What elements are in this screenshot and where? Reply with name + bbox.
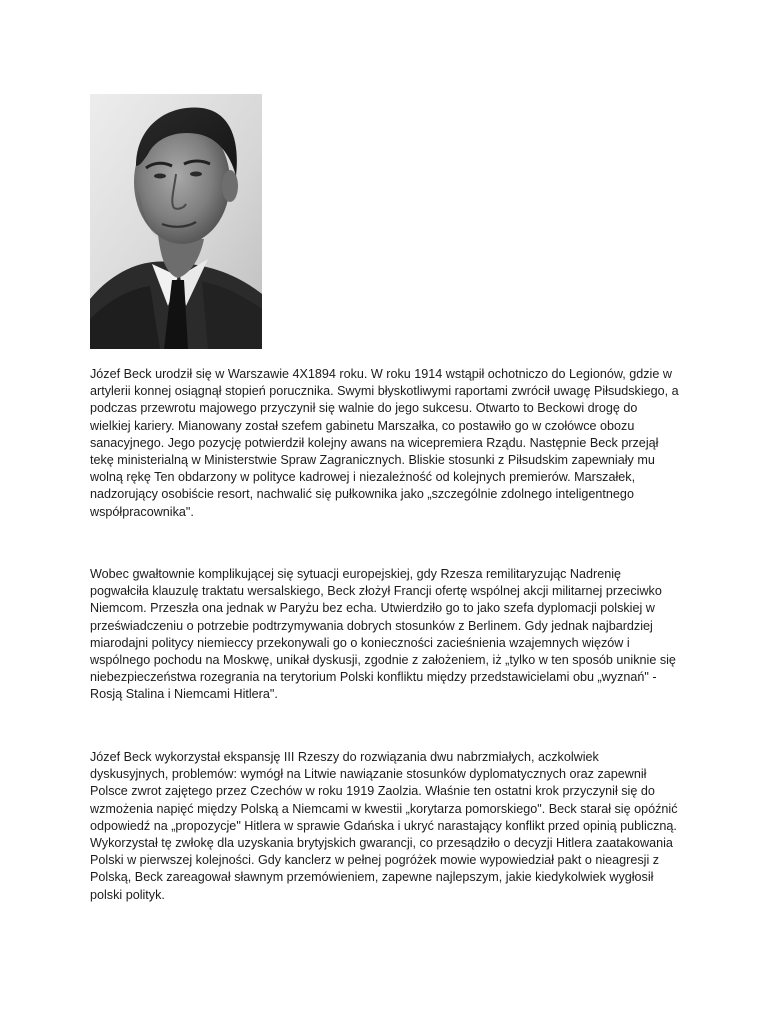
paragraph-1: Józef Beck urodził się w Warszawie 4X1894 roku. W roku 1914 wstąpił ochotniczo do Legionów, gdzie w artylerii konnej osiągnął stopień porucznika. Swymi błyskotliwymi raportami zwrócił uwagę Piłsudskiego, a podczas przewrotu majowego przyczynił się walnie do jego sukcesu. Otwarto to Beckowi drogę do wielkiej kariery. Mianowany został szefem gabinetu Marszałka, co postawiło go w czołówce obozu sanacyjnego. Jego pozycję potwierdził kolejny awans na wicepremiera Rządu. Następnie Beck przejął tekę ministerialną w Ministerstwie Spraw Zagranicznych. Bliskie stosunki z Piłsudskim zapewniały mu wolną rękę Ten obdarzony w polityce kadrowej i niezależność od kolejnych premierów. Marszałek, nadzorujący osobiście resort, nachwalić się pułkownika jako „szczególnie zdolnego inteligentnego współpracownika". xyxy=(90,367,679,519)
portrait-image xyxy=(90,94,262,349)
paragraph-2: Wobec gwałtownie komplikującej się sytuacji europejskiej, gdy Rzesza remilitaryzując Nadrenię pogwałciła klauzulę traktatu wersalskiego, Beck złożył Francji ofertę wspólnej akcji militarnej przeciwko Niemcom. Przeszła ona jednak w Paryżu bez echa. Utwierdziło go to jako szefa dyplomacji polskiej w przeświadczeniu o potrzebie podtrzymywania dobrych stosunków z Berlinem. Gdy jednak najbardziej miarodajni politycy niemieccy przekonywali go o konieczności zacieśnienia wzajemnych więzów i wspólnego pochodu na Moskwę, unikał dyskusji, zgodnie z założeniem, iż „tylko w ten sposób uniknie się niebezpieczeństwa rozegrania na terytorium Polski konfliktu między przedstawicielami obu „wyznań" - Rosją Stalina i Niemcami Hitlera". xyxy=(90,567,676,702)
paragraph-3: Józef Beck wykorzystał ekspansję III Rzeszy do rozwiązania dwu nabrzmiałych, aczkolwiek dyskusyjnych, problemów: wymógł na Litwie nawiązanie stosunków dyplomatycznych oraz zapewnił Polsce zwrot zajętego przez Czechów w roku 1919 Zaolzia. Właśnie ten ostatni krok przyczynił się do wzmożenia napięć między Polską a Niemcami w kwestii „korytarza pomorskiego". Beck starał się opóźnić odpowiedź na „propozycje" Hitlera w sprawie Gdańska i ukryć narastający konflikt przed opinią publiczną. Wykorzystał tę zwłokę dla uzyskania brytyjskich gwarancji, co przesądziło o decyzji Hitlera zaatakowania Polski w pierwszej kolejności. Gdy kanclerz w pełnej pogróżek mowie wypowiedział pakt o nieagresji z Polską, Beck zareagował sławnym przemówieniem, zapewne najlepszym, jakie kiedykolwiek wygłosił polski polityk. xyxy=(90,750,678,902)
portrait-photo xyxy=(90,94,262,349)
